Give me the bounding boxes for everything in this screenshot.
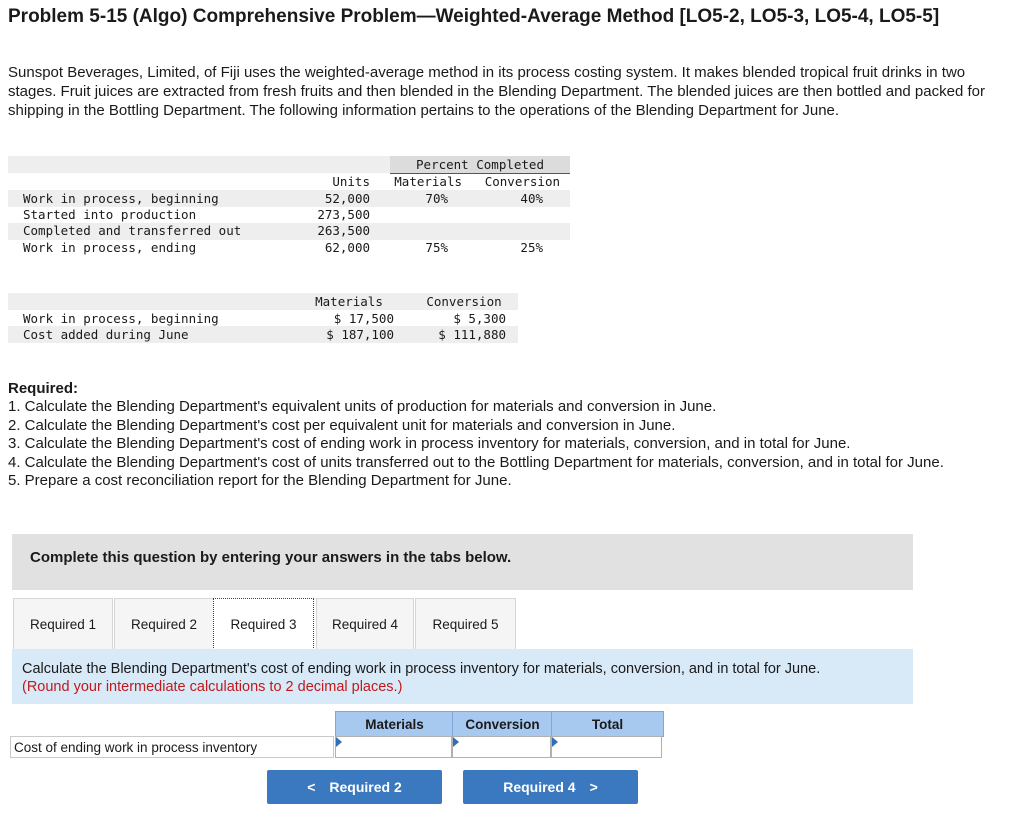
conversion-cost: $ 111,880 <box>438 327 506 342</box>
input-marker-icon <box>336 737 342 747</box>
instruction-text: Calculate the Blending Department's cost of ending work in process inventory for materials, conversion, and in total for June. <box>22 661 821 677</box>
answer-row-label: Cost of ending work in process inventory <box>10 736 334 758</box>
tab-required-3[interactable]: Required 3 <box>213 598 314 650</box>
tab-required-5[interactable]: Required 5 <box>415 598 516 649</box>
chevron-left-icon: < <box>307 779 316 795</box>
units-value: 62,000 <box>324 240 370 255</box>
next-button[interactable] <box>463 770 638 804</box>
materials-cost: $ 187,100 <box>326 327 394 342</box>
answer-header-materials: Materials <box>335 711 454 737</box>
cost-conversion-header: Conversion <box>426 294 502 309</box>
next-button-label: Required 4 <box>503 779 576 795</box>
materials-input[interactable] <box>335 736 452 758</box>
prev-button-label: Required 2 <box>329 779 402 795</box>
required-item: 1. Calculate the Blending Department's equivalent units of production for materials and conversion in June. <box>8 398 717 415</box>
required-list <box>8 398 1003 491</box>
instruction-box <box>12 649 913 704</box>
prev-button[interactable] <box>267 770 442 804</box>
tab-required-4[interactable]: Required 4 <box>316 598 414 649</box>
rounding-note: (Round your intermediate calculations to 2 decimal places.) <box>22 679 403 695</box>
input-marker-icon <box>453 737 459 747</box>
required-item: 3. Calculate the Blending Department's cost of ending work in process inventory for materials, conversion, and in total for June. <box>8 435 851 452</box>
required-item: 4. Calculate the Blending Department's cost of units transferred out to the Bottling Department for materials, conversion, and in total for June. <box>8 453 944 471</box>
page-title: Problem 5-15 (Algo) Comprehensive Problem—Weighted-Average Method [LO5-2, LO5-3, LO5-4, LO5-5] <box>8 6 940 27</box>
units-value: 273,500 <box>317 207 370 222</box>
materials-header: Materials <box>394 174 462 189</box>
row-label: Cost added during June <box>23 327 189 342</box>
row-label: Completed and transferred out <box>23 223 242 238</box>
cost-materials-header: Materials <box>315 294 383 309</box>
answer-header-conversion: Conversion <box>452 711 553 737</box>
materials-cost: $ 17,500 <box>333 311 394 326</box>
units-header: Units <box>332 174 370 189</box>
problem-intro: Sunspot Beverages, Limited, of Fiji uses the weighted-average method in its process costing system. It makes blended tropical fruit drinks in two stages. Fruit juices are extracted from fresh fruits and then blended in the Blending Department. The blended juices are then bottled and packed for shipping in the Bottling Department. The following information pertains to the operations of the Blending Department for June. <box>8 64 985 119</box>
complete-banner-text: Complete this question by entering your answers in the tabs below. <box>30 549 512 566</box>
units-value: 52,000 <box>324 191 370 206</box>
conversion-input[interactable] <box>452 736 551 758</box>
cost-table <box>8 293 518 345</box>
chevron-right-icon: > <box>589 779 598 795</box>
tab-required-1[interactable]: Required 1 <box>13 598 113 649</box>
materials-pct: 70% <box>425 191 448 206</box>
units-value: 263,500 <box>317 223 370 238</box>
conversion-pct: 25% <box>520 240 543 255</box>
row-label: Work in process, ending <box>23 240 197 255</box>
materials-pct: 75% <box>425 240 448 255</box>
conversion-header: Conversion <box>484 174 560 189</box>
row-label: Work in process, beginning <box>23 311 219 326</box>
row-label: Work in process, beginning <box>23 191 219 206</box>
conversion-cost: $ 5,300 <box>453 311 506 326</box>
input-marker-icon <box>552 737 558 747</box>
answer-header-total: Total <box>551 711 664 737</box>
row-label: Started into production <box>23 207 197 222</box>
percent-completed-header: Percent Completed <box>416 157 544 172</box>
tab-required-2[interactable]: Required 2 <box>114 598 214 649</box>
units-table <box>8 156 570 256</box>
required-item: 5. Prepare a cost reconciliation report for the Blending Department for June. <box>8 472 512 489</box>
required-item: 2. Calculate the Blending Department's cost per equivalent unit for materials and conversion in June. <box>8 416 676 434</box>
complete-banner <box>12 534 913 590</box>
required-heading: Required: <box>8 380 79 397</box>
total-input[interactable] <box>551 736 662 758</box>
conversion-pct: 40% <box>520 191 543 206</box>
